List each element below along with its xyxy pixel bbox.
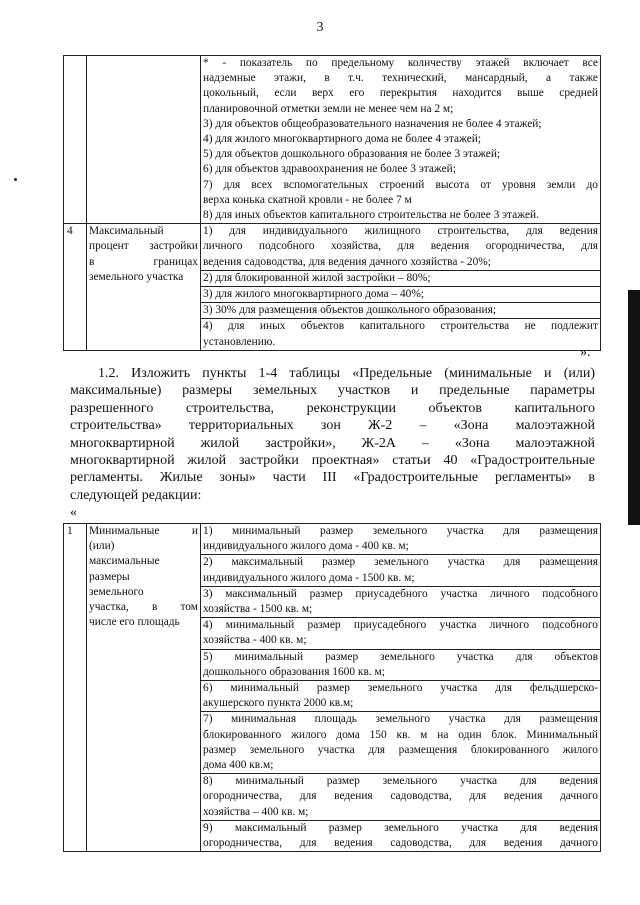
paragraph-line: строительства» территориальных зон Ж-2 – «Зона малоэтажной xyxy=(70,418,595,434)
parameter-name-line: размеры xyxy=(89,570,130,583)
cell-text-line: 8) для иных объектов капитального строительства не более 3 этажей. xyxy=(203,209,539,222)
amendment-paragraph xyxy=(70,365,595,504)
value-item-line: 6) минимальный размер земельного участка для фельдшерско- xyxy=(203,682,598,695)
parameter-name-line: земельного xyxy=(89,585,144,598)
value-item-line: огородничества, для ведения садоводства, для ведения дачного xyxy=(203,790,598,803)
value-item-line: ведения садоводства, для ведения дачного хозяйства - 20%; xyxy=(203,255,491,268)
value-item xyxy=(201,555,600,586)
table-row xyxy=(64,224,601,351)
value-item xyxy=(201,821,600,851)
value-item xyxy=(201,712,600,774)
value-item-line: дома 400 кв.м; xyxy=(203,759,274,772)
value-item xyxy=(201,303,600,319)
value-item-line: 1) минимальный размер земельного участка для размещения xyxy=(203,525,598,537)
page-number: 3 xyxy=(316,20,324,35)
value-item xyxy=(201,650,600,681)
value-item xyxy=(201,681,600,712)
parameter-name-cell xyxy=(87,56,201,224)
value-item-line: 3) для жилого многоквартирного дома – 40%; xyxy=(203,288,425,301)
parameter-name-line: процент застройки xyxy=(89,240,198,253)
value-item-line: 3) максимальный размер приусадебного участка личного подсобного xyxy=(203,587,598,600)
value-item xyxy=(201,587,600,618)
parameter-name-line: числе его площадь xyxy=(89,616,180,629)
parameter-name-line: максимальные xyxy=(89,555,160,568)
paragraph-line: регламенты. Жилые зоны» части III «Градостроительные регламенты» в xyxy=(70,470,595,486)
value-item-line: индивидуального жилого дома - 400 кв. м; xyxy=(203,540,409,553)
value-item-line: 7) минимальная площадь земельного участка для размещения xyxy=(203,713,598,726)
cell-text-line: надземные этажи, в т.ч. технический, мансардный, а также xyxy=(203,72,598,85)
cell-text-line: планировочной отметки земли не менее чем на 2 м; xyxy=(203,102,454,115)
table-row xyxy=(64,524,601,852)
opening-quote: « xyxy=(70,505,77,520)
paragraph-line: многоквартирной жилой застройки», Ж-2А – «Зона малоэтажной xyxy=(70,435,595,451)
value-item-line: дошкольного образования 1600 кв. м; xyxy=(203,665,385,678)
cell-text-line: цокольный, если верх его перекрытия находится выше средней xyxy=(203,87,598,100)
value-item-line: 5) минимальный размер земельного участка для объектов xyxy=(203,650,598,663)
value-item xyxy=(201,524,600,555)
cell-text-line: 7) для всех вспомогательных строений высота от уровня земли до xyxy=(203,178,598,191)
value-item-line: хозяйства - 400 кв. м; xyxy=(203,634,307,647)
value-item xyxy=(201,618,600,649)
cell-text-line: 6) для объектов здравоохранения не более 3 этажей; xyxy=(203,163,456,176)
parameter-name-line: земельного участка xyxy=(89,270,184,283)
value-item xyxy=(201,287,600,303)
value-item-line: блокированного жилого дома 150 кв. м на один блок. Минимальный xyxy=(203,728,598,741)
value-item-line: 4) минимальный размер приусадебного участка личного подсобного xyxy=(203,619,598,632)
value-item xyxy=(201,774,600,821)
row-number-cell: 1 xyxy=(64,524,87,852)
value-item-line: 2) для блокированной жилой застройки – 80%; xyxy=(203,271,431,284)
parameter-value-cell xyxy=(201,524,601,852)
value-item-line: 4) для иных объектов капитального строительства не подлежит xyxy=(203,320,598,333)
margin-dot xyxy=(14,178,17,181)
paragraph-line: максимальные) размеры земельных участков и предельные параметры xyxy=(70,383,595,399)
table-row xyxy=(64,56,601,224)
row-number-cell: 4 xyxy=(64,224,87,351)
parameters-table-continued xyxy=(63,55,601,351)
value-item xyxy=(201,319,600,349)
value-item-line: установлению. xyxy=(203,335,276,348)
value-item-line: огородничества, для ведения садоводства, для ведения дачного xyxy=(203,837,598,850)
paragraph-line: разрешенного строительства, реконструкции объектов капитального xyxy=(70,400,595,416)
parameter-name-line: в границах xyxy=(89,255,198,268)
value-item-line: личного подсобного хозяйства, для ведения огородничества, для xyxy=(203,240,598,253)
parameter-name-cell xyxy=(87,224,201,351)
value-item-line: 9) максимальный размер земельного участка для ведения xyxy=(203,821,598,834)
parameter-name-line: участка, в том xyxy=(89,601,198,614)
parameter-name-cell xyxy=(87,524,201,852)
value-item-line: размер земельного участка для размещения блокированного жилого xyxy=(203,743,598,756)
parameter-name-line: Максимальный xyxy=(89,225,164,238)
scan-edge-mark xyxy=(628,290,640,525)
cell-text-line: 4) для жилого многоквартирного дома не более 4 этажей; xyxy=(203,133,482,146)
value-item xyxy=(201,271,600,287)
value-item-line: индивидуального жилого дома - 1500 кв. м; xyxy=(203,571,415,584)
parameters-table-new xyxy=(63,523,601,852)
value-item-line: хозяйства - 1500 кв. м; xyxy=(203,603,313,616)
value-item-line: 3) 30% для размещения объектов дошкольного образования; xyxy=(203,304,496,317)
cell-text-line: 5) для объектов дошкольного образования не более 3 этажей; xyxy=(203,148,501,161)
paragraph-line: 1.2. Изложить пункты 1-4 таблицы «Предельные (минимальные и (или) xyxy=(98,366,595,381)
row-number-cell xyxy=(64,56,87,224)
parameter-name-line: (или) xyxy=(89,540,115,553)
paragraph-line: следующей редакции: xyxy=(70,487,202,503)
parameter-name-line: Минимальные и xyxy=(89,525,198,537)
paragraph-line: многоквартирной жилой застройки проектная» статьи 40 «Градостроительные xyxy=(70,453,595,469)
value-item-line: 2) максимальный размер земельного участка для размещения xyxy=(203,556,598,569)
cell-text-line: * - показатель по предельному количеству этажей включает все xyxy=(203,57,598,69)
value-item-line: 8) минимальный размер земельного участка для ведения xyxy=(203,775,598,788)
cell-text-line: 3) для объектов общеобразовательного назначения не более 4 этажей; xyxy=(203,117,542,130)
parameter-value-cell xyxy=(201,56,601,224)
value-item-line: 1) для индивидуального жилищного строительства, для ведения xyxy=(203,225,598,238)
parameter-value-cell xyxy=(201,224,601,351)
value-item xyxy=(201,224,600,271)
value-item-line: хозяйства – 400 кв. м; xyxy=(203,805,309,818)
cell-text-line: верха конька скатной кровли - не более 7 м xyxy=(203,193,412,206)
closing-quote: ». xyxy=(580,345,591,360)
value-item-line: акушерского пункта 2000 кв.м; xyxy=(203,697,354,710)
